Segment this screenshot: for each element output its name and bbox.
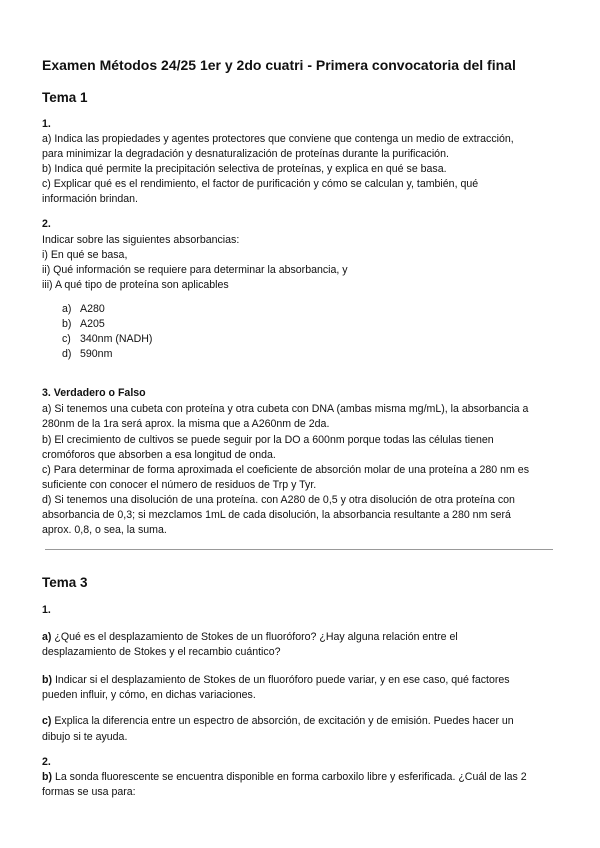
question-text: para minimizar la degradación y desnaturalización de proteínas durante la purificación. — [42, 148, 449, 160]
question-number: 3. Verdadero o Falso — [42, 387, 146, 399]
question-text — [42, 630, 458, 644]
question-text — [42, 770, 527, 784]
question-text: información brindan. — [42, 193, 138, 205]
question-number: 2. — [42, 218, 51, 230]
question-text: ii) Qué información se requiere para determinar la absorbancia, y — [42, 264, 348, 276]
part-text: La sonda fluorescente se encuentra disponible en forma carboxilo libre y esferificada. ¿Cuál de las 2 — [52, 771, 527, 783]
question-text: 280nm de la 1ra será aprox. la misma que a A260nm de 2da. — [42, 418, 330, 430]
question-text — [42, 673, 510, 687]
question-text: b) Indica qué permite la precipitación selectiva de proteínas, y explica en qué se basa. — [42, 163, 447, 175]
list-item — [62, 302, 105, 316]
list-text: 590nm — [80, 348, 113, 360]
section-heading-tema-1: Tema 1 — [42, 90, 88, 105]
question-text: c) Explicar qué es el rendimiento, el factor de purificación y cómo se calculan y, también, qué — [42, 178, 479, 190]
question-text: dibujo si te ayuda. — [42, 731, 128, 743]
list-marker: b) — [62, 318, 72, 330]
part-text: Indicar si el desplazamiento de Stokes de un fluoróforo puede variar, y en ese caso, qué factores — [52, 674, 510, 686]
question-number: 1. — [42, 604, 51, 616]
question-text: Indicar sobre las siguientes absorbancias: — [42, 234, 240, 246]
question-text: formas se usa para: — [42, 786, 136, 798]
question-number: 1. — [42, 118, 51, 130]
question-text: b) El crecimiento de cultivos se puede seguir por la DO a 600nm porque todas las células tienen — [42, 434, 494, 446]
section-heading-tema-3: Tema 3 — [42, 575, 88, 590]
part-label: b) — [42, 674, 52, 686]
question-text: suficiente con conocer el número de residuos de Trp y Tyr. — [42, 479, 317, 491]
question-text: c) Para determinar de forma aproximada el coeficiente de absorción molar de una proteína a 280 nm es — [42, 464, 529, 476]
part-label: a) — [42, 631, 52, 643]
question-text: iii) A qué tipo de proteína son aplicables — [42, 279, 229, 291]
question-text: cromóforos que absorben a esa longitud de onda. — [42, 449, 276, 461]
list-text: 340nm (NADH) — [80, 333, 153, 345]
list-text: A205 — [80, 318, 105, 330]
list-marker: c) — [62, 333, 71, 345]
list-marker: d) — [62, 348, 72, 360]
question-text: pueden influir, y cómo, en dichas variaciones. — [42, 689, 256, 701]
exam-title: Examen Métodos 24/25 1er y 2do cuatri - Primera convocatoria del final — [42, 57, 516, 73]
list-text: A280 — [80, 303, 105, 315]
part-label: b) — [42, 771, 52, 783]
part-text: ¿Qué es el desplazamiento de Stokes de un fluoróforo? ¿Hay alguna relación entre el — [51, 631, 458, 643]
question-number: 2. — [42, 756, 51, 768]
list-item — [62, 317, 105, 331]
question-text: a) Indica las propiedades y agentes protectores que conviene que contenga un medio de extracción, — [42, 133, 514, 145]
question-text: desplazamiento de Stokes y el recambio cuántico? — [42, 646, 281, 658]
question-text: d) Si tenemos una disolución de una proteína. con A280 de 0,5 y otra disolución de otra proteína con — [42, 494, 515, 506]
list-marker: a) — [62, 303, 72, 315]
question-text: absorbancia de 0,3; si mezclamos 1mL de cada disolución, la absorbancia resultante a 280 nm será — [42, 509, 511, 521]
question-text: aprox. 0,8, o sea, la suma. — [42, 524, 167, 536]
question-text: a) Si tenemos una cubeta con proteína y otra cubeta con DNA (ambas misma mg/mL), la absorbancia a — [42, 403, 529, 415]
part-label: c) — [42, 715, 52, 727]
section-divider — [45, 549, 553, 550]
question-text: i) En qué se basa, — [42, 249, 128, 261]
question-text — [42, 714, 514, 728]
list-item — [62, 347, 113, 361]
part-text: Explica la diferencia entre un espectro de absorción, de excitación y de emisión. Puedes hacer un — [51, 715, 514, 727]
list-item — [62, 332, 153, 346]
